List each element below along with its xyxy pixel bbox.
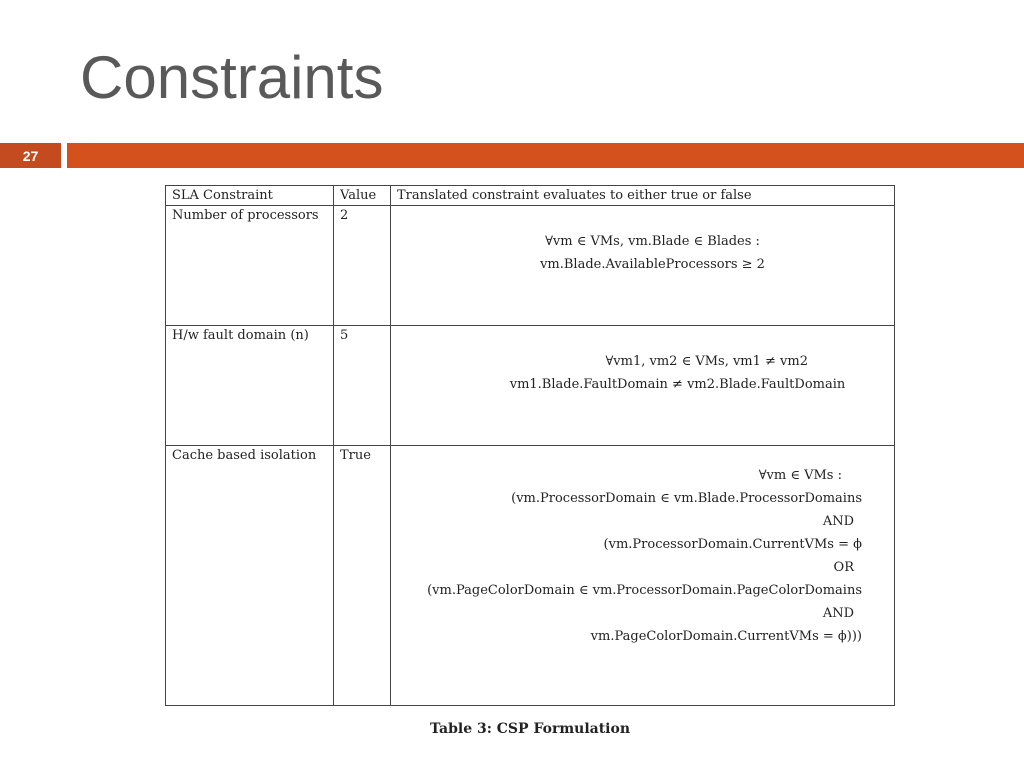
slide-title: Constraints <box>80 44 384 111</box>
accent-bar <box>67 143 1024 168</box>
formula-line: OR <box>833 560 854 575</box>
formula-cell <box>391 326 895 446</box>
header-sla-constraint: SLA Constraint <box>166 186 334 206</box>
formula-line: AND <box>822 606 854 621</box>
formula-line: ∀vm1, vm2 ∈ VMs, vm1 ≠ vm2 <box>605 354 808 369</box>
slide-number: 27 <box>0 143 61 168</box>
formula-line: ∀vm ∈ VMs, vm.Blade ∈ Blades : <box>545 234 760 249</box>
csp-table <box>165 185 895 706</box>
header-translated-constraint: Translated constraint evaluates to either true or false <box>391 186 895 206</box>
table-header-row <box>166 186 895 206</box>
formula-line: ∀vm ∈ VMs : <box>758 468 842 483</box>
formula-line: AND <box>822 514 854 529</box>
formula-line: vm.Blade.AvailableProcessors ≥ 2 <box>540 257 765 272</box>
table-row <box>166 446 895 706</box>
formula-line: (vm.ProcessorDomain.CurrentVMs = ϕ <box>603 537 862 552</box>
table-caption: Table 3: CSP Formulation <box>429 721 631 737</box>
value-cell: 2 <box>334 206 391 326</box>
formula-line: (vm.PageColorDomain ∈ vm.ProcessorDomain.PageColorDomains <box>427 583 862 598</box>
value-cell: True <box>334 446 391 706</box>
formula-line: vm1.Blade.FaultDomain ≠ vm2.Blade.FaultDomain <box>509 377 846 392</box>
constraint-cell: Cache based isolation <box>166 446 334 706</box>
formula-cell <box>391 446 895 706</box>
formula-cell <box>391 206 895 326</box>
formula-line: vm.PageColorDomain.CurrentVMs = ϕ))) <box>590 629 862 644</box>
formula-line: (vm.ProcessorDomain ∈ vm.Blade.ProcessorDomains <box>511 491 862 506</box>
table-row <box>166 206 895 326</box>
constraint-cell: H/w fault domain (n) <box>166 326 334 446</box>
header-value: Value <box>334 186 391 206</box>
value-cell: 5 <box>334 326 391 446</box>
constraint-cell: Number of processors <box>166 206 334 326</box>
table-row <box>166 326 895 446</box>
